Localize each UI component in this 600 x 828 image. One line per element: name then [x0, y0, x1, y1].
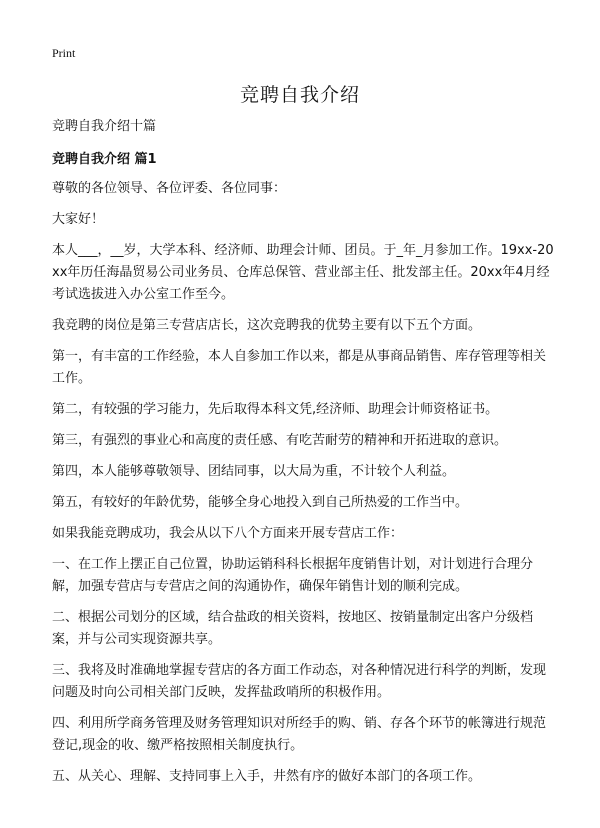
print-link[interactable]: Print	[52, 46, 76, 60]
paragraph-position: 我竞聘的岗位是第三专营店店长，这次竞聘我的优势主要有以下五个方面。	[52, 318, 482, 333]
paragraph-advantage-3: 第三，有强烈的事业心和高度的责任感、有吃苦耐劳的精神和开拓进取的意识。	[52, 433, 508, 448]
paragraph-advantage-4: 第四，本人能够尊敬领导、团结同事，以大局为重，不计较个人利益。	[52, 464, 456, 479]
paragraph-greeting: 大家好！	[52, 212, 105, 227]
paragraph-plan-intro: 如果我能竞聘成功，我会从以下八个方面来开展专营店工作：	[52, 526, 404, 541]
paragraph-background: 本人___，__岁，大学本科、经济师、助理会计师、团员。于_年_月参加工作。19xx-20xx年历任海晶贸易公司业务员、仓库总保管、营业部主任、批发部主任。20xx年4月经考试选拔进入办公室工作至今。	[52, 243, 554, 302]
paragraph-advantage-5: 第五，有较好的年龄优势，能够全身心地投入到自己所热爱的工作当中。	[52, 495, 469, 510]
section-heading: 竞聘自我介绍 篇1	[52, 152, 157, 167]
document-body	[52, 116, 558, 797]
document-subtitle: 竞聘自我介绍十篇	[52, 119, 157, 134]
paragraph-salutation: 尊敬的各位领导、各位评委、各位同事：	[52, 181, 287, 196]
paragraph-plan-5: 五、从关心、理解、支持同事上入手，井然有序的做好本部门的各项工作。	[52, 769, 482, 784]
document-title: 竞聘自我介绍	[239, 84, 360, 106]
paragraph-plan-2: 二、根据公司划分的区域，结合盐政的相关资料，按地区、按销量制定出客户分级档案，并与公司实现资源共享。	[52, 610, 534, 647]
paragraph-advantage-1: 第一，有丰富的工作经验，本人自参加工作以来，都是从事商品销售、库存管理等相关工作。	[52, 349, 547, 386]
paragraph-plan-3: 三、我将及时准确地掌握专营店的各方面工作动态，对各种情况进行科学的判断，发现问题及时向公司相关部门反映，发挥盐政哨所的积极作用。	[52, 663, 547, 700]
paragraph-advantage-2: 第二，有较强的学习能力，先后取得本科文凭,经济师、助理会计师资格证书。	[52, 402, 499, 417]
paragraph-plan-1: 一、在工作上摆正自己位置，协助运销科科长根据年度销售计划，对计划进行合理分解，加强专营店与专营店之间的沟通协作，确保年销售计划的顺利完成。	[52, 557, 534, 594]
paragraph-plan-4: 四、利用所学商务管理及财务管理知识对所经手的购、销、存各个环节的帐簿进行规范登记,现金的收、缴严格按照相关制度执行。	[52, 716, 547, 753]
